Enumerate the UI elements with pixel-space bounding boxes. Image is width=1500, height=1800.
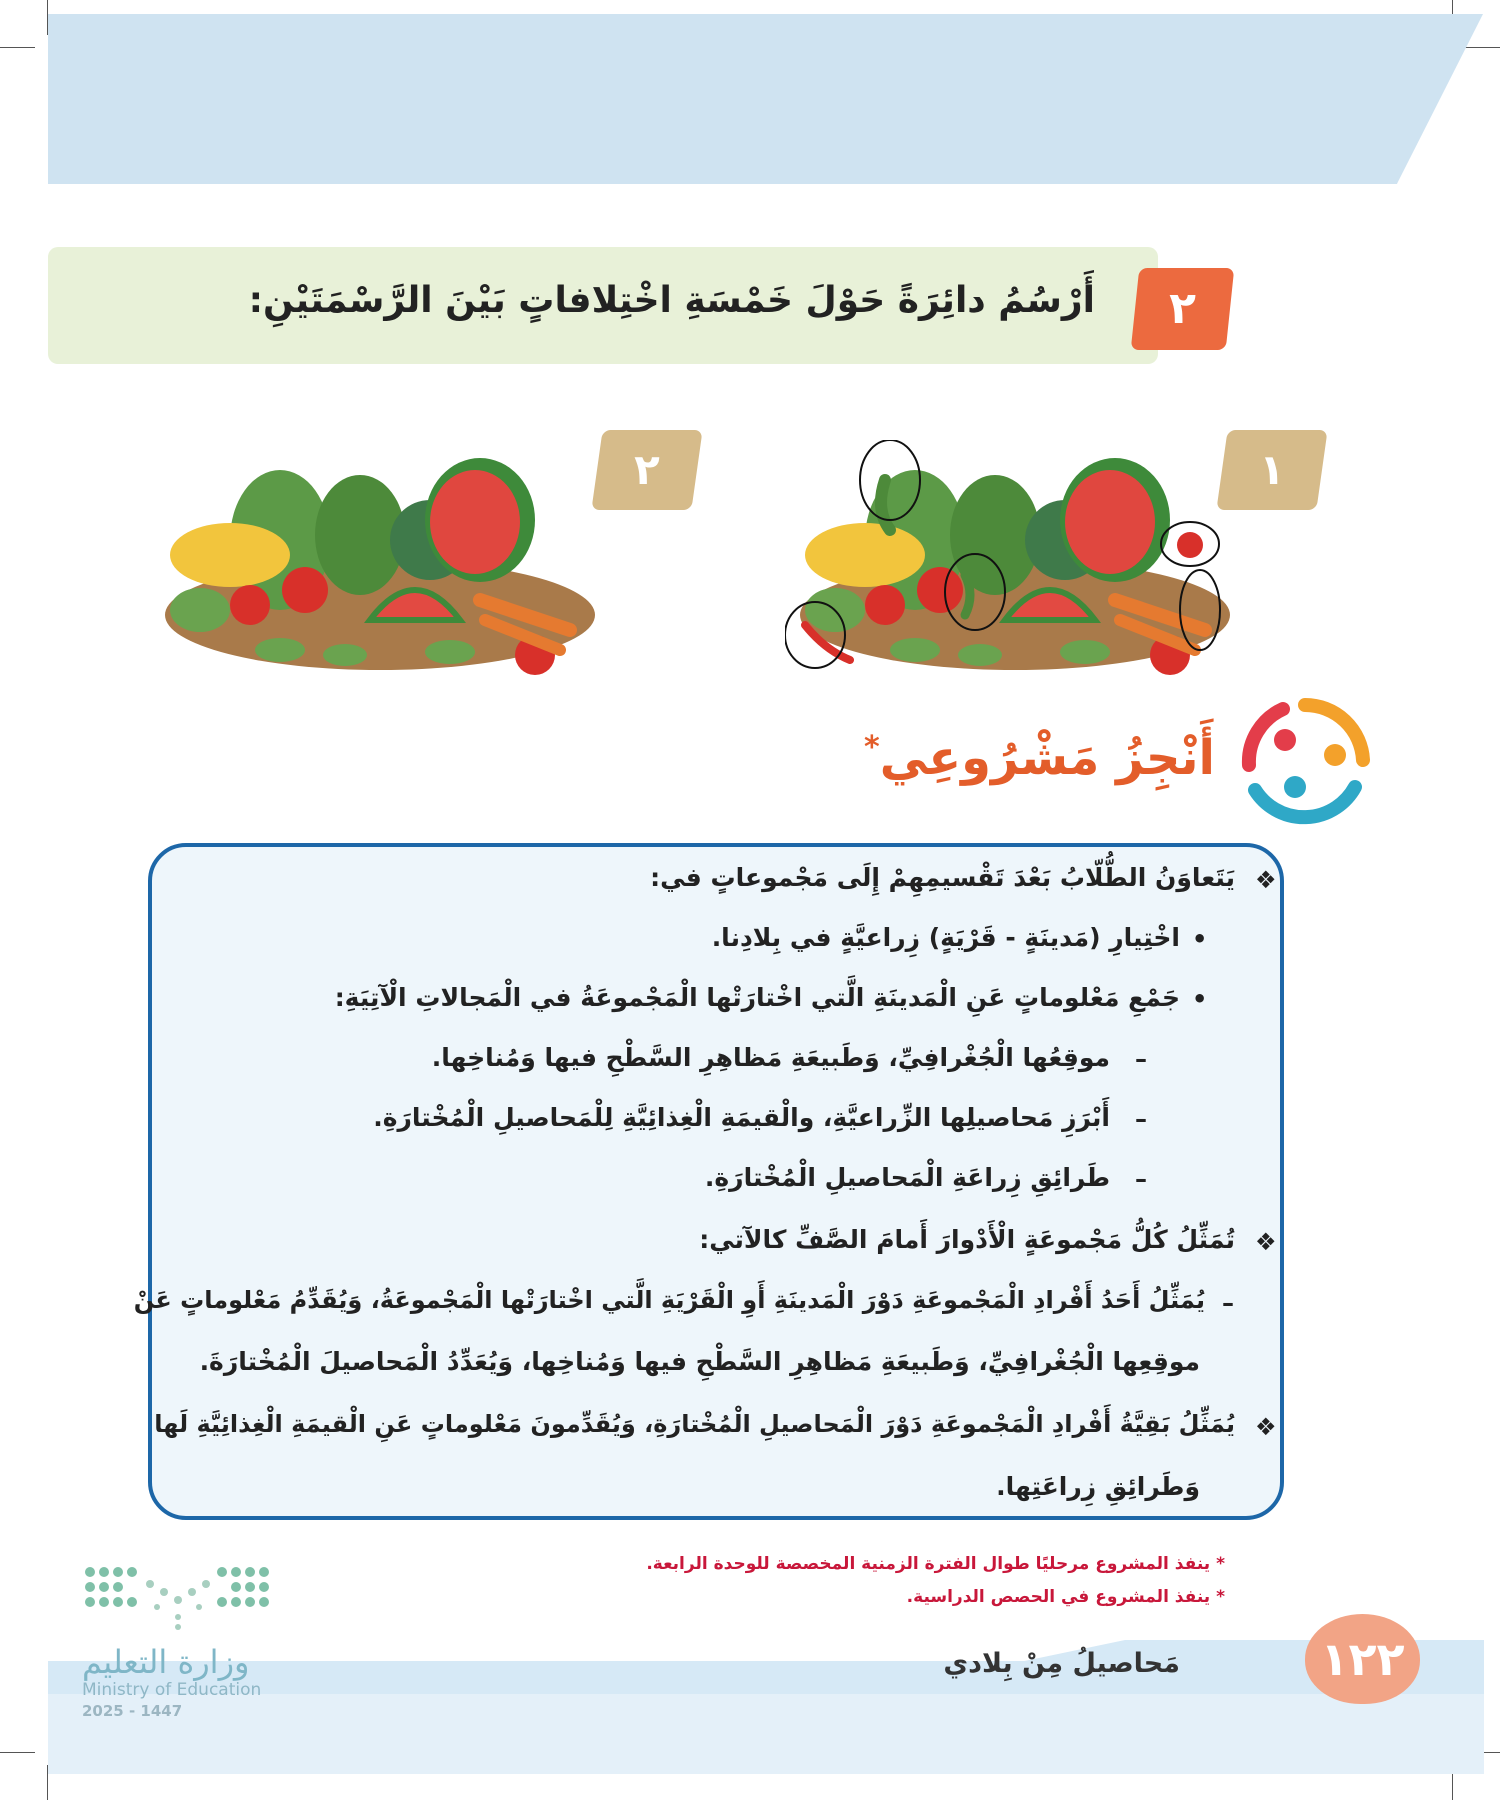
- ministry-name-arabic: وزارة التعليم: [82, 1643, 250, 1681]
- project-note: * ينفذ المشروع مرحليًا طوال الفترة الزمنية المخصصة للوحدة الرابعة.: [646, 1554, 1225, 1574]
- vegetable-illustration-2[interactable]: [150, 440, 610, 680]
- cucumber: [425, 640, 475, 664]
- project-line: وَطَرائِقِ زِراعَتِها.: [996, 1472, 1200, 1501]
- project-line: يَتَعاوَنُ الطُّلّابُ بَعْدَ تَقْسيمِهِمْ إِلَى مَجْموعاتٍ في:: [650, 863, 1235, 892]
- bullet-marker: •: [1192, 985, 1208, 1013]
- project-logo-icon: [1235, 695, 1375, 825]
- green-pepper: [170, 588, 230, 632]
- footer-band: [48, 1694, 1484, 1774]
- instruction-number-badge: [1131, 268, 1235, 350]
- dash-marker: –: [1135, 1165, 1147, 1193]
- page-number: ١٢٢: [1320, 1632, 1405, 1686]
- project-title: [864, 730, 1215, 786]
- top-banner: [48, 14, 1483, 184]
- picture-2-number: ٢: [634, 445, 660, 494]
- tomato: [865, 585, 905, 625]
- ministry-year: 2025 - 1447: [82, 1702, 183, 1720]
- page-number-badge: [1305, 1614, 1420, 1704]
- cucumber: [255, 638, 305, 662]
- yellow-melon-slice: [805, 523, 925, 587]
- dash-marker: –: [1222, 1289, 1234, 1317]
- cucumber: [323, 644, 367, 666]
- cucumber: [1060, 640, 1110, 664]
- ministry-logo-icon: [82, 1562, 272, 1632]
- crop-mark: [0, 1752, 35, 1753]
- project-line: أَبْرَزِ مَحاصيلِها الزِّراعيَّةِ، والْقيمَةِ الْغِذائِيَّةِ لِلْمَحاصيلِ الْمُخْتارَةِ.: [373, 1103, 1110, 1132]
- project-note: * ينفذ المشروع في الحصص الدراسية.: [906, 1587, 1225, 1607]
- ministry-name-english: Ministry of Education: [82, 1680, 262, 1700]
- dash-marker: –: [1135, 1105, 1147, 1133]
- diamond-marker: ❖: [1255, 866, 1277, 894]
- project-title-text: أَنْجِزُ مَشْرُوعِي: [879, 730, 1215, 786]
- tomato: [917, 567, 963, 613]
- yellow-melon-slice: [170, 523, 290, 587]
- instruction-text: أَرْسُمُ دائِرَةً حَوْلَ خَمْسَةِ اخْتِلافاتٍ بَيْنَ الرَّسْمَتَيْنِ:: [248, 280, 1095, 321]
- diamond-marker: ❖: [1255, 1228, 1277, 1256]
- project-line: موقِعِها الْجُغْرافِيِّ، وَطَبيعَةِ مَظاهِرِ السَّطْحِ فيها وَمُناخِها، وَيُعَدِّدُ الْمَحاصيلَ الْمُخْتارَةَ.: [199, 1347, 1200, 1376]
- project-line: طَرائِقِ زِراعَةِ الْمَحاصيلِ الْمُخْتارَةِ.: [704, 1163, 1110, 1192]
- project-asterisk: *: [864, 730, 880, 765]
- project-line: يُمَثِّلُ أَحَدُ أَفْرادِ الْمَجْموعَةِ دَوْرَ الْمَدينَةِ أَوِ الْقَرْيَةِ الَّتي اخْتارَتْها الْمَجْموعَةُ، وَيُقَدِّمُ مَعْلوماتٍ عَنْ: [133, 1286, 1205, 1314]
- picture-1-number: ١: [1259, 445, 1285, 494]
- instruction-number: ٢: [1169, 283, 1196, 334]
- dash-marker: –: [1135, 1045, 1147, 1073]
- crop-mark: [1465, 47, 1500, 48]
- project-line: يُمَثِّلُ بَقِيَّةُ أَفْرادِ الْمَجْموعَةِ دَوْرَ الْمَحاصيلِ الْمُخْتارَةِ، وَيُقَدِّمونَ مَعْلوماتٍ عَنِ الْقيمَةِ الْغِذائِيَّةِ لَها: [154, 1410, 1235, 1438]
- tomato: [230, 585, 270, 625]
- project-line: اخْتِيارِ (مَدينَةٍ - قَرْيَةٍ) زِراعيَّةٍ في بِلادِنا.: [711, 923, 1180, 952]
- green-chili: [965, 575, 970, 615]
- cucumber: [958, 644, 1002, 666]
- watermelon-flesh: [1065, 470, 1155, 574]
- tomato: [282, 567, 328, 613]
- project-line: موقِعُها الْجُغْرافِيِّ، وَطَبيعَةِ مَظاهِرِ السَّطْحِ فيها وَمُناخِها.: [431, 1043, 1110, 1072]
- diamond-marker: ❖: [1255, 1413, 1277, 1441]
- vegetable-illustration-1[interactable]: [785, 440, 1245, 680]
- crop-mark: [47, 0, 48, 35]
- project-line: جَمْعِ مَعْلوماتٍ عَنِ الْمَدينَةِ الَّتي اخْتارَتْها الْمَجْموعَةُ في الْمَجالاتِ الْآتِيَةِ:: [334, 983, 1180, 1012]
- watermelon-flesh: [430, 470, 520, 574]
- small-tomato: [1177, 532, 1203, 558]
- unit-title: مَحاصيلُ مِنْ بِلادي: [943, 1648, 1180, 1679]
- project-line: تُمَثِّلُ كُلُّ مَجْموعَةٍ الْأَدْوارَ أَمامَ الصَّفِّ كالآتي:: [699, 1225, 1235, 1254]
- cucumber: [890, 638, 940, 662]
- bullet-marker: •: [1192, 925, 1208, 953]
- crop-mark: [0, 47, 35, 48]
